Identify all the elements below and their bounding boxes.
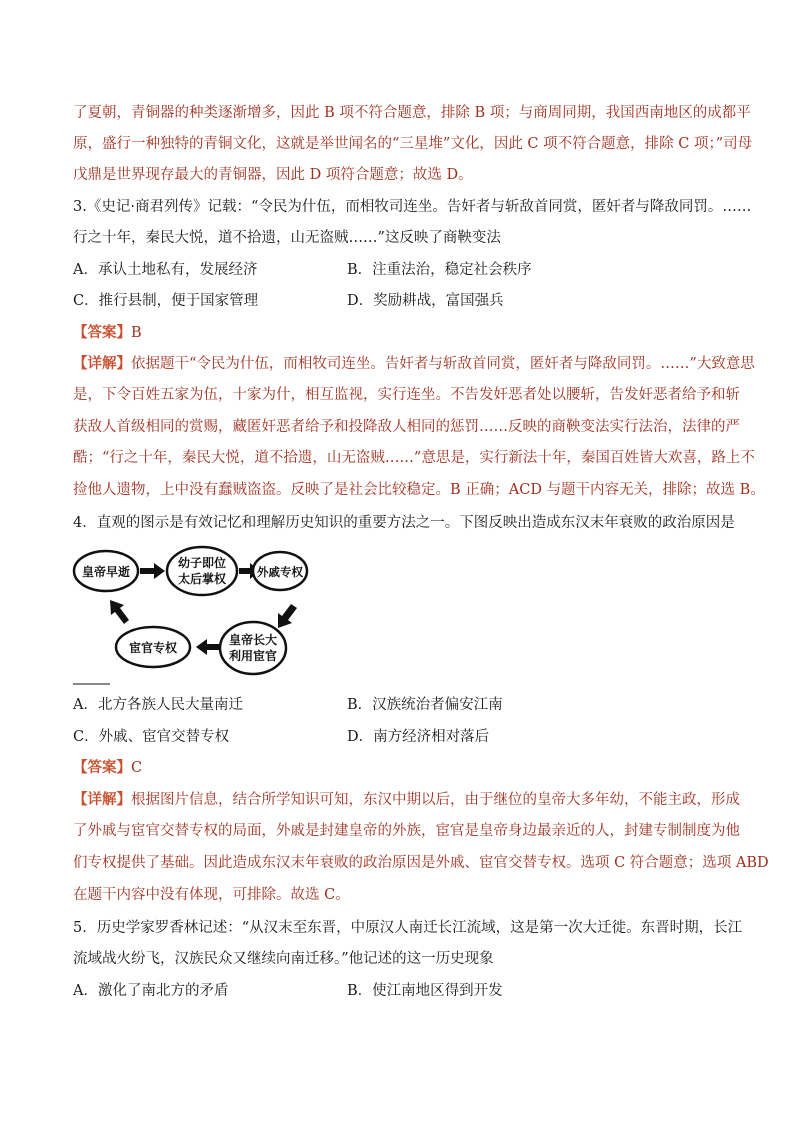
q4-option-d: D．南方经济相对落后 bbox=[347, 729, 490, 745]
q4-detail-line: 了外戚与宦官交替专权的局面，外戚是封建皇帝的外族，宦官是皇帝身边最亲近的人，封建专制制度为他 bbox=[73, 823, 740, 839]
arrow-up-left-icon bbox=[110, 600, 129, 624]
q4-detail-line: 们专权提供了基础。因此造成东汉末年衰败的政治原因是外戚、宦官交替专权。选项 C 符合题意；选项 ABD bbox=[73, 855, 769, 871]
question-3-stem: 3.《史记·商君列传》记载：“令民为什伍，而相牧司连坐。告奸者与斩敌首同赏，匿奸者与降敌同罚。…… bbox=[73, 199, 752, 215]
answer-tag: 【答案】 bbox=[73, 324, 131, 341]
question-5-stem: 5．历史学家罗香林记述：“从汉末至东晋，中原汉人南迁长江流域，这是第一次大迁徙。东晋时期，长江 bbox=[73, 920, 743, 936]
question-3-stem: 行之十年，秦民大悦，道不拾遗，山无盗贼……”这反映了商鞅变法 bbox=[73, 230, 501, 246]
q4-option-a: A．北方各族人民大量南迁 bbox=[73, 697, 243, 713]
arrow-down-left-icon bbox=[278, 604, 297, 628]
diagram-label: 利用宦官 bbox=[228, 649, 278, 663]
detail-text: 依据题干“令民为什伍，而相牧司连坐。告奸者与斩敌首同赏，匿奸者与降敌同罚。……”大致意思 bbox=[131, 356, 755, 372]
q3-option-d: D．奖励耕战，富国强兵 bbox=[347, 293, 504, 309]
q3-detail-line: 酷；“行之十年，秦民大悦，道不拾遗，山无盗贼……”意思是，实行新法十年，秦国百姓皆大欢喜，路上不 bbox=[73, 450, 755, 466]
diagram-label: 太后掌权 bbox=[177, 572, 227, 586]
answer-value: C bbox=[131, 760, 143, 776]
q3-option-c: C．推行县制，便于国家管理 bbox=[73, 293, 259, 309]
diagram-label: 皇帝早逝 bbox=[81, 565, 131, 579]
diagram-label: 宦官专权 bbox=[128, 641, 178, 655]
q5-option-b: B．使江南地区得到开发 bbox=[347, 983, 503, 999]
q4-option-c: C．外戚、宦官交替专权 bbox=[73, 729, 230, 745]
detail-tag: 【详解】 bbox=[73, 791, 131, 808]
q3-answer bbox=[73, 323, 142, 343]
q5-option-a: A．激化了南北方的矛盾 bbox=[73, 983, 229, 999]
q4-answer bbox=[73, 758, 142, 778]
diagram-node-child-emperor bbox=[167, 547, 237, 595]
detail-tag: 【详解】 bbox=[73, 355, 131, 372]
q3-option-b: B．注重法治，稳定社会秩序 bbox=[347, 262, 532, 278]
q3-detail-line: 是，下令百姓五家为伍，十家为什，相互监视，实行连坐。不告发奸恶者处以腰斩，告发奸恶者给予和斩 bbox=[73, 387, 740, 403]
flow-diagram bbox=[70, 542, 310, 687]
arrow-right-icon bbox=[140, 563, 165, 579]
diagram-label: 幼子即位 bbox=[177, 556, 227, 570]
q3-detail-line: 捡他人遗物，上中没有蠢贼盗盗。反映了是社会比较稳定。B 正确；ACD 与题干内容无关，排除；故选 B。 bbox=[73, 482, 765, 498]
answer-value: B bbox=[131, 325, 142, 341]
explanation-line: 原，盛行一种独特的青铜文化，这就是举世闻名的“三星堆”文化，因此 C 项不符合题意，排除 C 项；”司母 bbox=[73, 136, 753, 152]
explanation-line: 戊鼎是世界现存最大的青铜器，因此 D 项符合题意；故选 D。 bbox=[73, 167, 473, 183]
question-5-stem: 流域战火纷飞，汉族民众又继续向南迁移。”他记述的这一历史现象 bbox=[73, 951, 494, 967]
answer-tag: 【答案】 bbox=[73, 759, 131, 776]
q3-option-a: A．承认土地私有，发展经济 bbox=[73, 262, 258, 278]
explanation-line: 了夏朝，青铜器的种类逐渐增多，因此 B 项不符合题意，排除 B 项；与商周同期，我国西南地区的成都平 bbox=[73, 105, 751, 121]
question-4-stem: 4．直观的图示是有效记忆和理解历史知识的重要方法之一。下图反映出造成东汉末年衰败的政治原因是 bbox=[73, 515, 735, 531]
detail-text: 根据图片信息，结合所学知识可知，东汉中期以后，由于继位的皇帝大多年幼，不能主政，形成 bbox=[131, 792, 740, 808]
q4-option-b: B．汉族统治者偏安江南 bbox=[347, 697, 503, 713]
diagram-label: 外戚专权 bbox=[257, 565, 303, 579]
diagram-node-emperor-grown bbox=[220, 622, 286, 674]
q3-detail-line: 获敌人首级相同的赏赐，藏匿奸恶者给予和投降敌人相同的惩罚……反映的商鞅变法实行法治，法律的严 bbox=[73, 419, 740, 435]
arrow-left-icon bbox=[196, 639, 219, 655]
q4-detail bbox=[73, 790, 740, 810]
diagram-label: 皇帝长大 bbox=[228, 633, 278, 647]
q4-detail-line: 在题干内容中没有体现，可排除。故选 C。 bbox=[73, 887, 350, 903]
q3-detail bbox=[73, 354, 755, 374]
